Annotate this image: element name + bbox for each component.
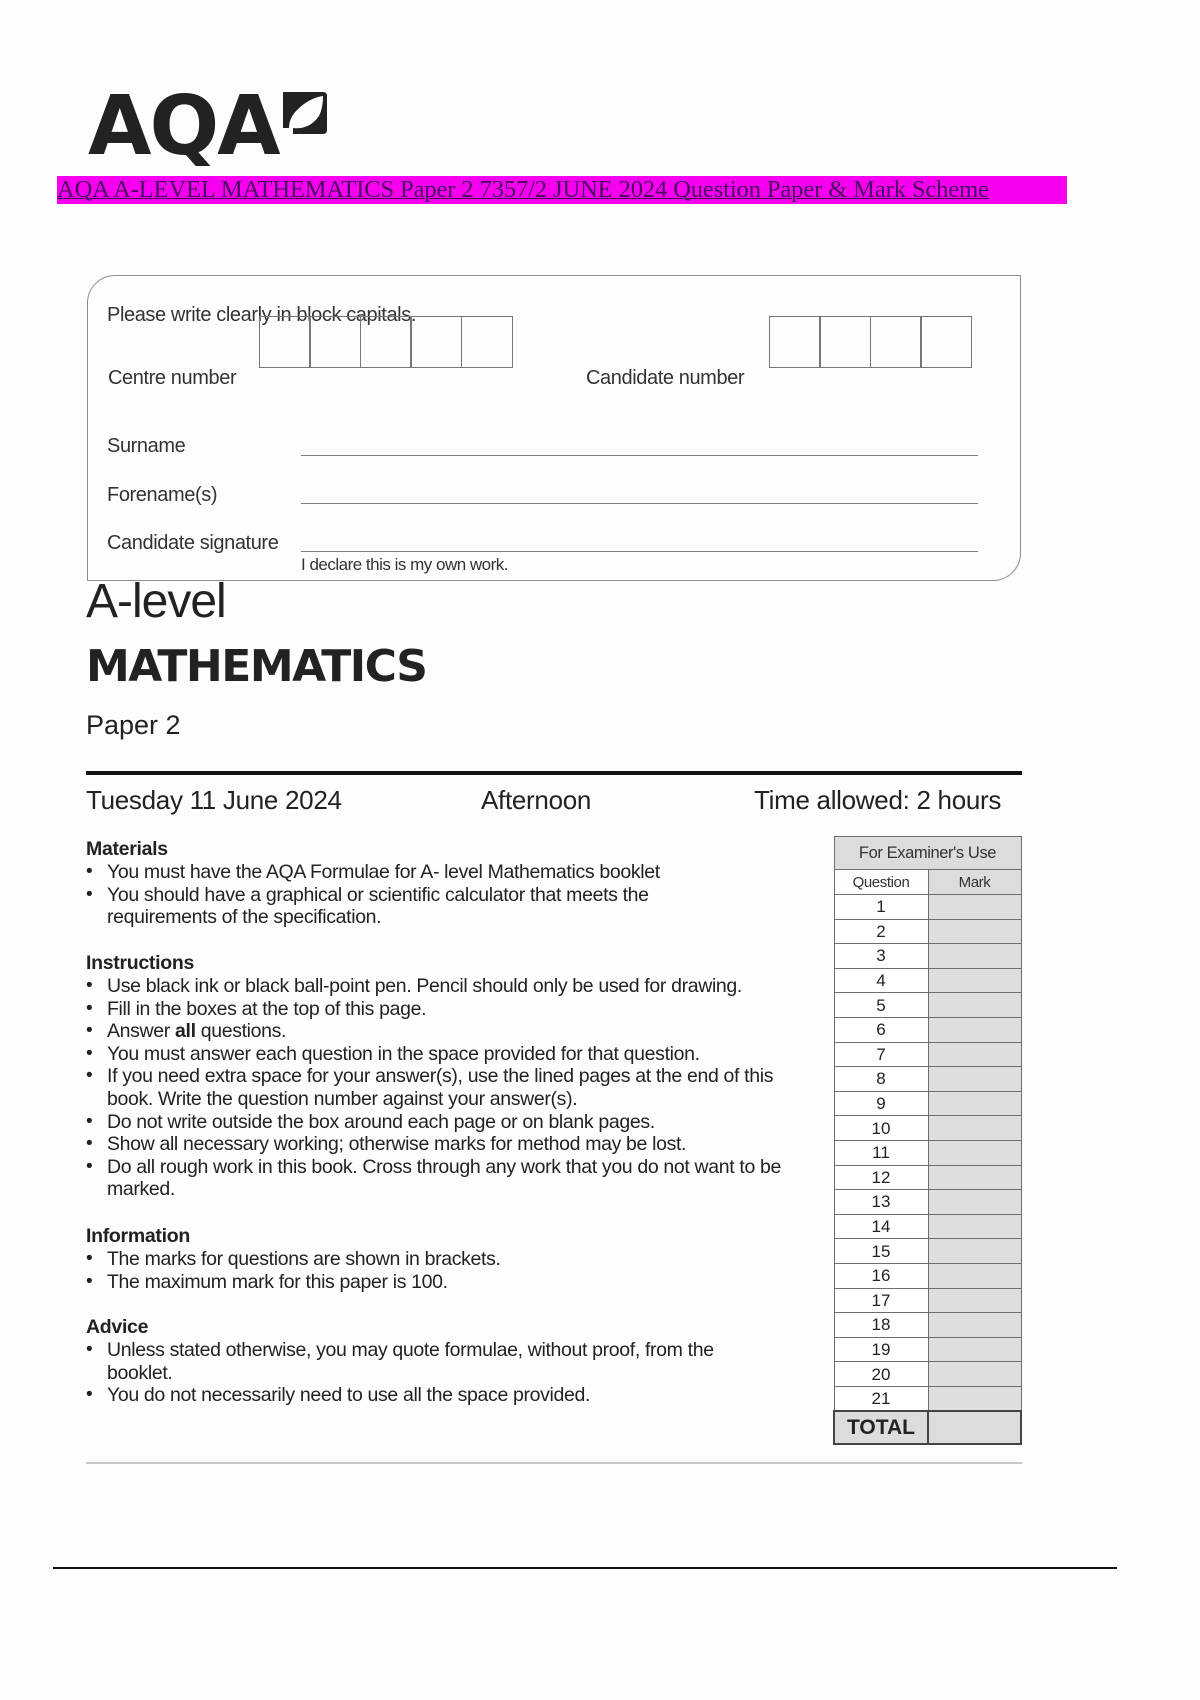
list-item: • Use black ink or black ball-point pen. Pencil should only be used for drawing.	[86, 975, 811, 998]
question-number: 1	[834, 895, 928, 920]
candidate-number-digit-box[interactable]	[769, 316, 821, 368]
mark-cell[interactable]	[928, 1239, 1021, 1264]
question-number: 5	[834, 993, 928, 1018]
question-number: 8	[834, 1067, 928, 1092]
emphasis-all: all	[175, 1020, 196, 1043]
centre-number-digit-box[interactable]	[360, 316, 412, 368]
answer-suffix: questions.	[195, 1020, 287, 1043]
signature-field[interactable]	[301, 551, 978, 552]
table-row	[834, 1140, 1021, 1165]
mark-column-header: Mark	[928, 870, 1021, 895]
question-number: 19	[834, 1337, 928, 1362]
table-row	[834, 895, 1021, 920]
mark-cell[interactable]	[928, 895, 1021, 920]
information-heading: Information	[86, 1225, 190, 1247]
mark-cell[interactable]	[928, 993, 1021, 1018]
list-item: • The marks for questions are shown in brackets.	[86, 1248, 811, 1271]
question-number: 2	[834, 919, 928, 944]
aqa-leaf-mark-icon	[279, 88, 329, 136]
table-row	[834, 1116, 1021, 1141]
list-item: • You should have a graphical or scientific calculator that meets the requirements of the specification.	[86, 884, 711, 929]
question-number: 7	[834, 1042, 928, 1067]
subject-title: MATHEMATICS	[86, 641, 427, 692]
list-item: • Do all rough work in this book. Cross through any work that you do not want to be marked.	[86, 1156, 811, 1201]
table-row	[834, 968, 1021, 993]
mark-cell[interactable]	[928, 1337, 1021, 1362]
question-number: 11	[834, 1140, 928, 1165]
list-item: • If you need extra space for your answer(s), use the lined pages at the end of this book. Write the question number against your answer(s).	[86, 1065, 811, 1110]
question-number: 3	[834, 944, 928, 969]
list-item	[86, 1020, 811, 1043]
mark-cell[interactable]	[928, 1091, 1021, 1116]
question-number: 12	[834, 1165, 928, 1190]
block-capitals-instruction: Please write clearly in block capitals.	[107, 304, 416, 326]
surname-label: Surname	[107, 435, 186, 457]
list-item: • Do not write outside the box around each page or on blank pages.	[86, 1111, 811, 1134]
list-item: • You must have the AQA Formulae for A- level Mathematics booklet	[86, 861, 711, 884]
mark-cell[interactable]	[928, 1214, 1021, 1239]
question-number: 17	[834, 1288, 928, 1313]
answer-prefix: Answer	[107, 1020, 175, 1043]
examiner-table-title: For Examiner's Use	[834, 837, 1021, 870]
mark-cell[interactable]	[928, 919, 1021, 944]
centre-number-digit-box[interactable]	[461, 316, 513, 368]
centre-number-label: Centre number	[108, 367, 237, 389]
question-number: 10	[834, 1116, 928, 1141]
exam-session: Afternoon	[481, 785, 592, 815]
question-number: 16	[834, 1263, 928, 1288]
table-row	[834, 1386, 1021, 1411]
table-row	[834, 1165, 1021, 1190]
table-row	[834, 1288, 1021, 1313]
candidate-number-digit-box[interactable]	[870, 316, 922, 368]
paper-number: Paper 2	[86, 710, 181, 740]
table-row	[834, 1067, 1021, 1092]
total-mark-cell[interactable]	[928, 1411, 1021, 1444]
table-row	[834, 1239, 1021, 1264]
table-row	[834, 1337, 1021, 1362]
materials-heading: Materials	[86, 838, 168, 860]
mark-cell[interactable]	[928, 1140, 1021, 1165]
question-number: 14	[834, 1214, 928, 1239]
mark-cell[interactable]	[928, 1017, 1021, 1042]
mark-cell[interactable]	[928, 1067, 1021, 1092]
list-item: • Show all necessary working; otherwise marks for method may be lost.	[86, 1133, 811, 1156]
mark-cell[interactable]	[928, 1042, 1021, 1067]
list-item: • Fill in the boxes at the top of this page.	[86, 998, 811, 1021]
page-bottom-rule	[53, 1567, 1117, 1569]
list-item: • The maximum mark for this paper is 100.	[86, 1271, 811, 1294]
aqa-logo-text: AQA	[88, 79, 279, 174]
table-row	[834, 919, 1021, 944]
list-item: • You must answer each question in the space provided for that question.	[86, 1043, 811, 1066]
table-row	[834, 993, 1021, 1018]
surname-field[interactable]	[301, 455, 978, 456]
mark-cell[interactable]	[928, 1165, 1021, 1190]
mark-cell[interactable]	[928, 968, 1021, 993]
question-number: 15	[834, 1239, 928, 1264]
table-row	[834, 944, 1021, 969]
list-item: • You do not necessarily need to use all the space provided.	[86, 1384, 741, 1407]
question-number: 4	[834, 968, 928, 993]
table-row	[834, 1042, 1021, 1067]
mark-cell[interactable]	[928, 1190, 1021, 1215]
time-allowed: Time allowed: 2 hours	[754, 785, 1002, 815]
question-number: 21	[834, 1386, 928, 1411]
question-number: 6	[834, 1017, 928, 1042]
table-row	[834, 1362, 1021, 1387]
question-number: 9	[834, 1091, 928, 1116]
mark-cell[interactable]	[928, 1288, 1021, 1313]
title-divider	[86, 771, 1022, 775]
advice-section	[86, 1316, 826, 1407]
table-row	[834, 1017, 1021, 1042]
list-item: • Unless stated otherwise, you may quote formulae, without proof, from the booklet.	[86, 1339, 741, 1384]
centre-number-boxes[interactable]	[260, 316, 513, 368]
candidate-number-label: Candidate number	[586, 367, 745, 389]
centre-number-digit-box[interactable]	[259, 316, 311, 368]
table-row	[834, 1091, 1021, 1116]
question-column-header: Question	[834, 870, 928, 895]
table-row	[834, 1313, 1021, 1338]
materials-section	[86, 838, 826, 929]
mark-cell[interactable]	[928, 1263, 1021, 1288]
instructions-heading: Instructions	[86, 952, 194, 974]
mark-cell[interactable]	[928, 944, 1021, 969]
exam-date: Tuesday 11 June 2024	[86, 785, 342, 815]
table-row	[834, 1214, 1021, 1239]
total-row	[834, 1411, 1021, 1444]
signature-label: Candidate signature	[107, 532, 279, 554]
mark-cell[interactable]	[928, 1116, 1021, 1141]
instructions-section	[86, 952, 826, 1201]
question-number: 13	[834, 1190, 928, 1215]
qualification-level: A-level	[86, 575, 226, 628]
centre-number-digit-box[interactable]	[410, 316, 462, 368]
question-number: 20	[834, 1362, 928, 1387]
question-number: 18	[834, 1313, 928, 1338]
candidate-number-digit-box[interactable]	[920, 316, 972, 368]
mark-cell[interactable]	[928, 1313, 1021, 1338]
mark-cell[interactable]	[928, 1362, 1021, 1387]
declaration-text: I declare this is my own work.	[301, 555, 509, 574]
table-row	[834, 1190, 1021, 1215]
total-label: TOTAL	[834, 1411, 928, 1444]
examiner-use-table	[833, 836, 1022, 1445]
footer-divider	[86, 1462, 1022, 1464]
information-section	[86, 1225, 826, 1293]
centre-number-digit-box[interactable]	[309, 316, 361, 368]
mark-cell[interactable]	[928, 1386, 1021, 1411]
forenames-field[interactable]	[301, 503, 978, 504]
advice-heading: Advice	[86, 1316, 149, 1338]
candidate-number-boxes[interactable]	[770, 316, 972, 368]
document-title-banner: AQA A-LEVEL MATHEMATICS Paper 2 7357/2 JUNE 2024 Question Paper & Mark Scheme	[57, 176, 1067, 204]
table-row	[834, 1263, 1021, 1288]
candidate-number-digit-box[interactable]	[819, 316, 871, 368]
forenames-label: Forename(s)	[107, 484, 218, 506]
